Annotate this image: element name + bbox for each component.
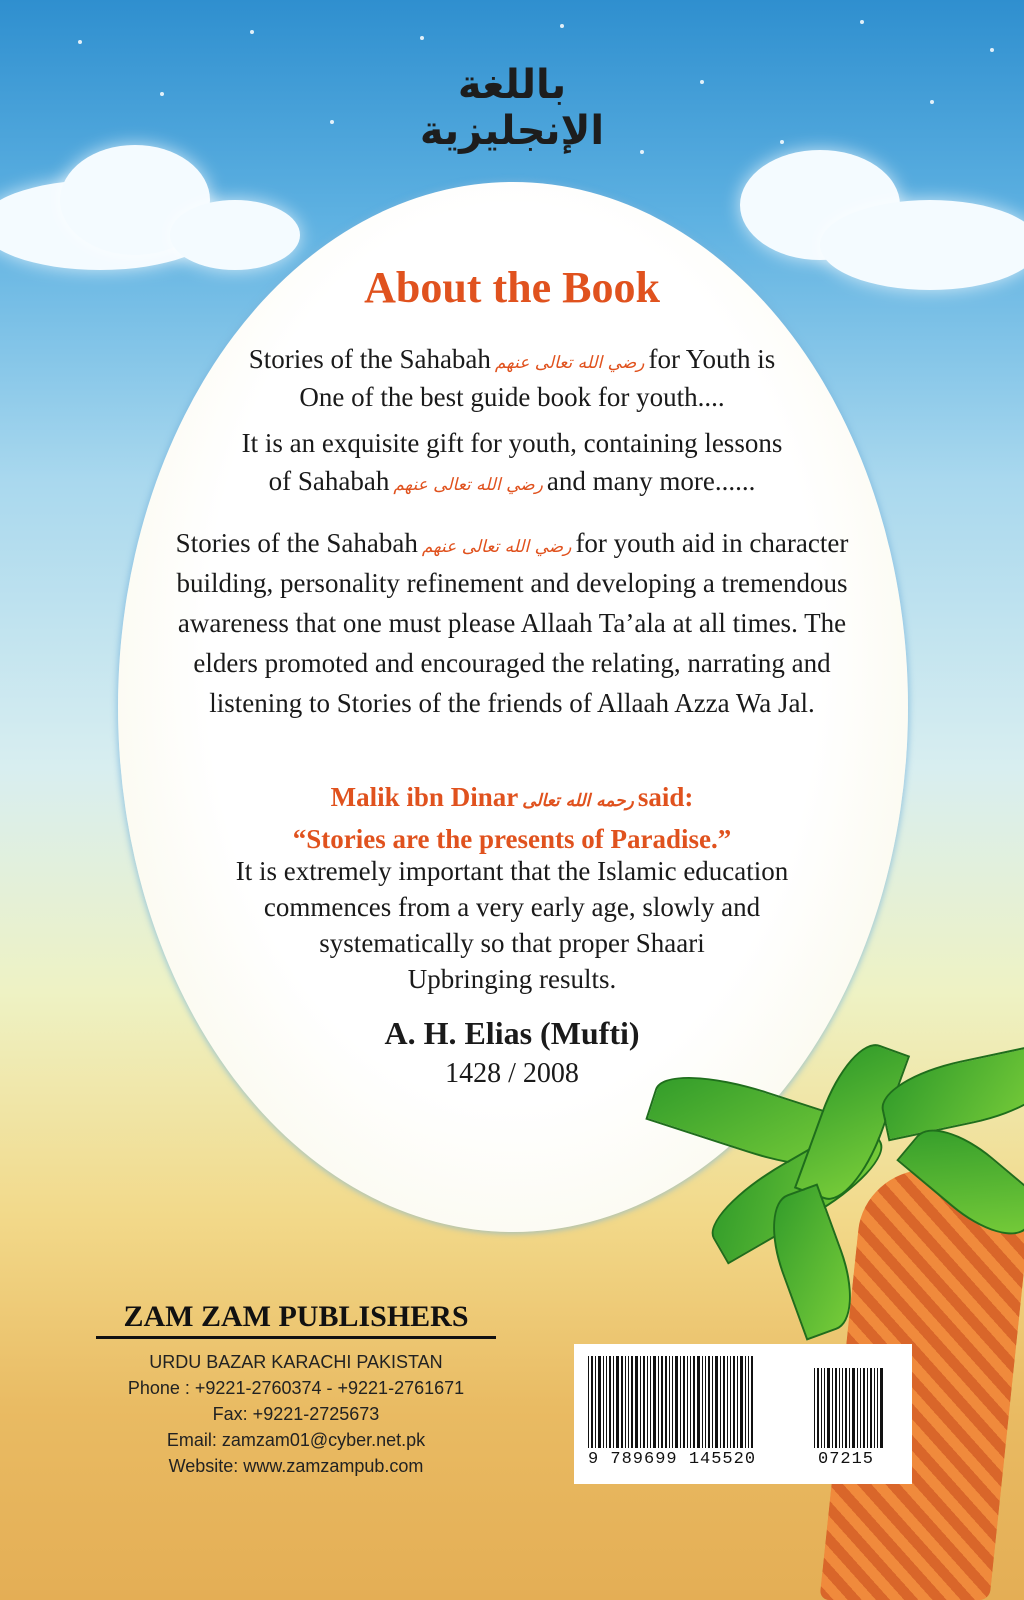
barcode-bar bbox=[591, 1356, 593, 1448]
barcode-bar bbox=[665, 1356, 667, 1448]
barcode-bar bbox=[640, 1356, 641, 1448]
barcode-bar bbox=[860, 1368, 861, 1448]
barcode-bar bbox=[814, 1368, 815, 1448]
intro-line bbox=[0, 340, 1024, 382]
description-line: building, personality refinement and developing a tremendous bbox=[176, 568, 848, 598]
barcode-bar bbox=[733, 1356, 735, 1448]
star-decoration bbox=[160, 92, 164, 96]
star-decoration bbox=[860, 20, 864, 24]
barcode-bar bbox=[650, 1356, 651, 1448]
barcode-bar bbox=[606, 1356, 607, 1448]
quote-said: said: bbox=[637, 782, 694, 812]
star-decoration bbox=[330, 120, 334, 124]
barcode-bar bbox=[817, 1368, 819, 1448]
barcode-bar bbox=[727, 1356, 728, 1448]
barcode-bar bbox=[635, 1356, 638, 1448]
quote-attribution bbox=[0, 778, 1024, 820]
star-decoration bbox=[930, 100, 934, 104]
description-line bbox=[0, 524, 1024, 566]
publisher-website: Website: www.zamzampub.com bbox=[168, 1456, 424, 1476]
barcode-bar bbox=[839, 1368, 840, 1448]
barcode-bar bbox=[877, 1368, 878, 1448]
barcode-bar bbox=[672, 1356, 673, 1448]
publisher-fax: Fax: +9221-2725673 bbox=[212, 1404, 380, 1424]
closing-line: systematically so that proper Shaari bbox=[319, 928, 705, 958]
star-decoration bbox=[250, 30, 254, 34]
quote-speaker: Malik ibn Dinar bbox=[330, 782, 519, 812]
barcode-bar bbox=[737, 1356, 738, 1448]
barcode-addon-bars bbox=[814, 1368, 885, 1448]
barcode-bar bbox=[720, 1356, 721, 1448]
closing-line: Upbringing results. bbox=[407, 964, 617, 994]
barcode-bar bbox=[609, 1356, 611, 1448]
barcode-bar bbox=[603, 1356, 604, 1448]
barcode-bar bbox=[708, 1356, 710, 1448]
barcode-bar bbox=[730, 1356, 731, 1448]
barcode-bar bbox=[852, 1368, 855, 1448]
publisher-email: Email: zamzam01@cyber.net.pk bbox=[166, 1430, 426, 1450]
barcode-bar bbox=[740, 1356, 743, 1448]
barcode-bar bbox=[745, 1356, 746, 1448]
description-line: elders promoted and encouraged the relating, narrating and bbox=[193, 648, 831, 678]
cloud-left bbox=[170, 200, 300, 270]
barcode-bar bbox=[613, 1356, 614, 1448]
publisher-name: ZAM ZAM PUBLISHERS bbox=[96, 1300, 496, 1339]
closing-line: commences from a very early age, slowly and bbox=[263, 892, 761, 922]
barcode-bar bbox=[712, 1356, 713, 1448]
barcode-bar bbox=[653, 1356, 656, 1448]
description-line: listening to Stories of the friends of Allaah Azza Wa Jal. bbox=[209, 688, 815, 718]
publisher-phone: Phone : +9221-2760374 - +9221-2761671 bbox=[127, 1378, 465, 1398]
barcode-bar bbox=[751, 1356, 753, 1448]
barcode-bar bbox=[631, 1356, 633, 1448]
barcode-bar bbox=[705, 1356, 706, 1448]
barcode-bar bbox=[628, 1356, 629, 1448]
barcode-bar bbox=[849, 1368, 850, 1448]
publisher-address: URDU BAZAR KARACHI PAKISTAN bbox=[149, 1352, 443, 1372]
star-decoration bbox=[700, 80, 704, 84]
star-decoration bbox=[990, 48, 994, 52]
quote-text: “Stories are the presents of Paradise.” bbox=[292, 824, 732, 854]
barcode-addon-number: 07215 bbox=[818, 1450, 875, 1469]
barcode-bar bbox=[863, 1368, 865, 1448]
isbn-number: 9 789699 145520 bbox=[588, 1450, 757, 1469]
description-line: awareness that one must please Allaah Ta’ala at all times. The bbox=[177, 608, 847, 638]
closing-line: It is extremely important that the Islamic education bbox=[235, 856, 789, 886]
star-decoration bbox=[420, 36, 424, 40]
barcode-bar bbox=[643, 1356, 645, 1448]
arabic-title: باللغة الإنجليزية bbox=[419, 62, 605, 154]
barcode-bar bbox=[675, 1356, 678, 1448]
barcode-bar bbox=[658, 1356, 659, 1448]
barcode-bar bbox=[693, 1356, 695, 1448]
barcode-bars bbox=[588, 1356, 755, 1448]
intro-text: Stories of the Sahabah bbox=[248, 344, 491, 374]
book-heading: About the Book bbox=[364, 263, 660, 312]
barcode-bar bbox=[870, 1368, 872, 1448]
gift-line: It is an exquisite gift for youth, containing lessons bbox=[241, 428, 783, 458]
honorific-calligraphy: رضي الله تعالى عنهم bbox=[393, 475, 543, 495]
barcode-bar bbox=[616, 1356, 619, 1448]
barcode-bar bbox=[874, 1368, 875, 1448]
barcode-bar bbox=[880, 1368, 883, 1448]
barcode-bar bbox=[824, 1368, 825, 1448]
gift-text: of Sahabah bbox=[268, 466, 390, 496]
intro-line: One of the best guide book for youth.... bbox=[299, 382, 725, 412]
description-text: Stories of the Sahabah bbox=[175, 528, 418, 558]
barcode-bar bbox=[748, 1356, 749, 1448]
barcode-bar bbox=[842, 1368, 843, 1448]
quote-block bbox=[0, 778, 1024, 858]
barcode-bar bbox=[683, 1356, 685, 1448]
star-decoration bbox=[780, 140, 784, 144]
barcode-bar bbox=[625, 1356, 626, 1448]
barcode-bar bbox=[845, 1368, 847, 1448]
description-text: for youth aid in character bbox=[575, 528, 849, 558]
barcode-bar bbox=[595, 1356, 596, 1448]
barcode-bar bbox=[697, 1356, 700, 1448]
gift-line bbox=[0, 462, 1024, 504]
barcode-bar bbox=[835, 1368, 837, 1448]
barcode-bar bbox=[647, 1356, 648, 1448]
barcode-bar bbox=[680, 1356, 681, 1448]
barcode-bar bbox=[661, 1356, 663, 1448]
star-decoration bbox=[78, 40, 82, 44]
barcode-bar bbox=[669, 1356, 670, 1448]
barcode-bar bbox=[821, 1368, 822, 1448]
barcode-bar bbox=[867, 1368, 868, 1448]
barcode-bar bbox=[715, 1356, 718, 1448]
author-name: A. H. Elias (Mufti) bbox=[384, 1015, 640, 1051]
barcode-bar bbox=[827, 1368, 830, 1448]
honorific-calligraphy: رضي الله تعالى عنهم bbox=[494, 353, 645, 373]
barcode-bar bbox=[857, 1368, 858, 1448]
intro-text: for Youth is bbox=[648, 344, 776, 374]
barcode-bar bbox=[621, 1356, 623, 1448]
barcode-bar bbox=[702, 1356, 703, 1448]
isbn-barcode bbox=[574, 1344, 912, 1484]
publication-date: 1428 / 2008 bbox=[445, 1058, 579, 1089]
honorific-calligraphy: رضي الله تعالى عنهم bbox=[421, 537, 572, 557]
barcode-bar bbox=[588, 1356, 589, 1448]
barcode-bar bbox=[687, 1356, 688, 1448]
honorific-calligraphy: رحمه الله تعالى bbox=[522, 791, 634, 811]
barcode-bar bbox=[832, 1368, 833, 1448]
star-decoration bbox=[560, 24, 564, 28]
gift-text: and many more...... bbox=[546, 466, 756, 496]
barcode-bar bbox=[690, 1356, 691, 1448]
barcode-bar bbox=[598, 1356, 601, 1448]
barcode-bar bbox=[723, 1356, 725, 1448]
